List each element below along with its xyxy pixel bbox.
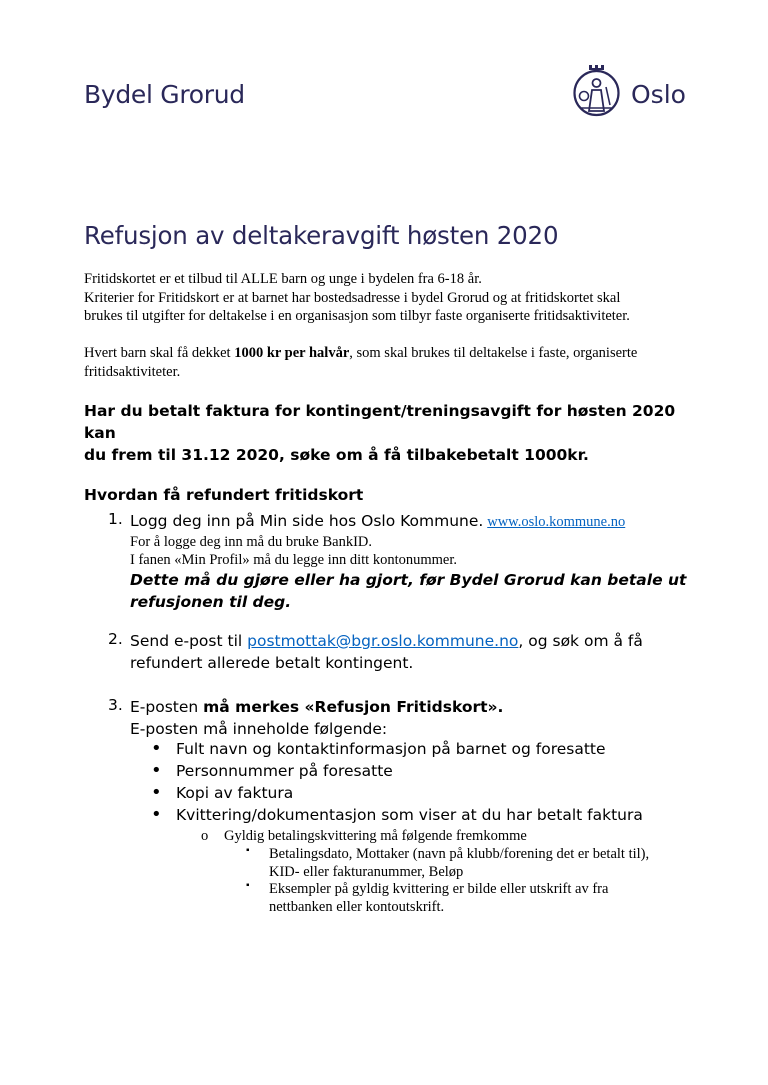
deadline-line: du frem til 31.12 2020, søke om å få tilbakebetalt 1000kr.	[84, 446, 589, 464]
list-item-text: Personnummer på foresatte	[176, 762, 393, 780]
sub-sub-item	[269, 845, 699, 881]
coverage-paragraph	[84, 344, 704, 381]
step-1-note: Dette må du gjøre eller ha gjort, før Bydel Grorud kan betale ut	[130, 571, 687, 589]
sub-item: Gyldig betalingskvittering må følgende fremkomme	[224, 828, 527, 844]
step-2-line: refundert allerede betalt kontingent.	[130, 654, 414, 672]
list-item	[151, 738, 606, 759]
list-item	[151, 760, 393, 781]
step-1-line	[130, 510, 690, 533]
step-1-sub: I fanen «Min Profil» må du legge inn ditt kontonummer.	[130, 552, 458, 568]
list-item	[151, 804, 643, 825]
step-1-text: Logg deg inn på Min side hos Oslo Kommune.	[130, 512, 484, 530]
page-title: Refusjon av deltakeravgift høsten 2020	[84, 221, 559, 250]
step-3-line	[130, 696, 690, 718]
district-name: Bydel Grorud	[84, 80, 245, 109]
sub-sub-line: Eksempler på gyldig kvittering er bilde eller utskrift av fra	[269, 881, 609, 897]
step-3	[130, 696, 690, 740]
coverage-suffix: , som skal brukes til deltakelse i faste, organiserte	[349, 345, 638, 361]
list-item-text: Kopi av faktura	[176, 784, 294, 802]
list-item-text: Fult navn og kontaktinformasjon på barnet og foresatte	[176, 740, 606, 758]
list-item	[151, 782, 294, 803]
step-2-line	[130, 630, 690, 652]
coverage-amount: 1000 kr per halvår	[234, 345, 350, 361]
step-3-prefix: E-posten	[130, 698, 204, 716]
intro-paragraph	[84, 270, 704, 326]
step-1-note: refusjonen til deg.	[130, 593, 292, 611]
oslo-kommune-link[interactable]: www.oslo.kommune.no	[487, 514, 626, 530]
sub-sub-line: Betalingsdato, Mottaker (navn på klubb/forening det er betalt til),	[269, 846, 650, 862]
sub-sub-line: nettbanken eller kontoutskrift.	[269, 899, 445, 915]
sub-sub-item	[269, 880, 699, 916]
bullet-icon: •	[151, 738, 162, 759]
bullet-icon: •	[151, 782, 162, 803]
coverage-line: fritidsaktiviteter.	[84, 363, 181, 380]
step-number: 1.	[108, 510, 123, 528]
bullet-icon: •	[151, 760, 162, 781]
step-number: 3.	[108, 696, 123, 714]
deadline-line: Har du betalt faktura for kontingent/treningsavgift for høsten 2020 kan	[84, 402, 676, 442]
coverage-line	[84, 344, 704, 363]
step-3-bold: må merkes «Refusjon Fritidskort».	[203, 698, 504, 716]
square-bullet-icon: ▪	[246, 845, 250, 856]
intro-line: Fritidskortet er et tilbud til ALLE barn og unge i bydelen fra 6-18 år.	[84, 271, 482, 287]
sub-marker: o	[201, 828, 209, 844]
section-heading: Hvordan få refundert fritidskort	[84, 486, 364, 504]
square-bullet-icon: ▪	[246, 880, 250, 891]
intro-line: brukes til utgifter for deltakelse i en organisasjon som tilbyr faste organiserte fritidsaktiviteter.	[84, 308, 630, 324]
step-2-prefix: Send e-post til	[130, 632, 243, 650]
step-2	[130, 630, 690, 674]
sub-sub-line: KID- eller fakturanummer, Beløp	[269, 864, 464, 880]
step-1-sub: For å logge deg inn må du bruke BankID.	[130, 534, 373, 550]
email-link[interactable]: postmottak@bgr.oslo.kommune.no	[247, 632, 519, 650]
intro-line: Kriterier for Fritidskort er at barnet har bostedsadresse i bydel Grorud og at fritidskortet skal	[84, 289, 621, 306]
list-item-text: Kvittering/dokumentasjon som viser at du har betalt faktura	[176, 806, 643, 824]
logo-text: Oslo	[631, 80, 686, 109]
step-2-suffix: , og søk om å få	[518, 632, 643, 650]
step-number: 2.	[108, 630, 123, 648]
step-1	[130, 510, 690, 613]
deadline-notice	[84, 400, 704, 466]
step-3-line: E-posten må inneholde følgende:	[130, 720, 388, 738]
bullet-icon: •	[151, 804, 162, 825]
coverage-prefix: Hvert barn skal få dekket	[84, 345, 235, 361]
